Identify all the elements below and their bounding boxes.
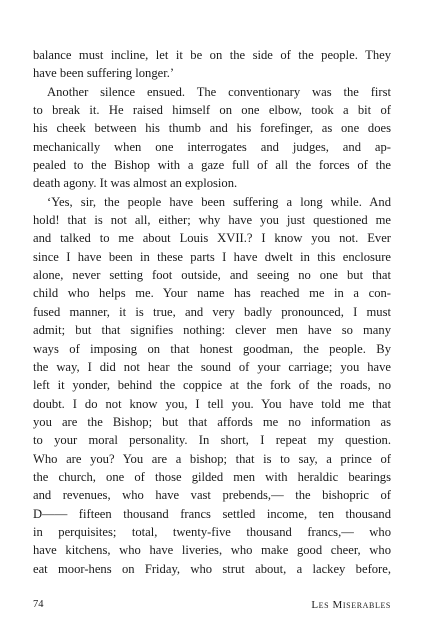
text-line: Another silence ensued. The conventionary was the first xyxy=(47,84,391,99)
text-line: the church, one of those gilded men with heraldic bearings xyxy=(33,469,391,484)
text-line: eat moor-hens on Friday, who strut about, a lackey before, xyxy=(33,561,391,576)
text-line: ways of imposing on that honest goodman, the people. By xyxy=(33,341,391,356)
text-line: have been suffering longer.’ xyxy=(33,66,175,81)
text-line: balance must incline, let it be on the side of the people. They xyxy=(33,48,391,62)
text-line: left it yonder, behind the coppice at the fork of the roads, no xyxy=(33,378,391,393)
text-line: fused manner, it is true, and very badly pronounced, I must xyxy=(33,304,391,319)
text-line: his cheek between his thumb and his forefinger, as one does xyxy=(33,121,391,136)
text-line: hold! that is not all, either; why have you just questioned me xyxy=(33,213,391,228)
text-line: in perquisites; total, twenty-five thousand francs,— who xyxy=(33,524,391,539)
text-line: and talked to me about Louis XVII.? I know you not. Ever xyxy=(33,231,391,246)
text-line: death agony. It was almost an explosion. xyxy=(33,176,238,191)
text-line: Who are you? You are a bishop; that is to say, a prince of xyxy=(33,451,391,466)
text-line: D—— fifteen thousand francs settled income, ten thousand xyxy=(33,506,391,521)
text-line: alone, never setting foot outside, and seeing no one but that xyxy=(33,268,391,283)
text-line: to your moral personality. In short, I repeat my question. xyxy=(33,433,391,448)
text-line: since I have been in these parts I have dwelt in this enclosure xyxy=(33,249,391,264)
text-line: doubt. I do not know you, I tell you. You have told me that xyxy=(33,396,391,411)
text-line: mechanically when one interrogates and judges, and ap- xyxy=(33,139,391,154)
page-number: 74 xyxy=(33,599,44,610)
page-footer xyxy=(33,597,391,613)
text-line: and revenues, who have vast prebends,— the bishopric of xyxy=(33,488,391,503)
text-line: pealed to the Bishop with a gaze full of all the forces of the xyxy=(33,158,391,173)
text-line: to break it. He raised himself on one elbow, took a bit of xyxy=(33,103,391,118)
text-line: admit; but that signifies nothing: clever men have so many xyxy=(33,323,391,338)
text-line: child who helps me. Your name has reached me in a con- xyxy=(33,286,391,301)
text-line: the way, I did not hear the sound of your carriage; you have xyxy=(33,359,391,374)
text-line: have kitchens, who have liveries, who make good cheer, who xyxy=(33,543,391,558)
page-body xyxy=(33,46,391,578)
running-title: Les Miserables xyxy=(311,599,391,611)
text-line: ‘Yes, sir, the people have been suffering a long while. And xyxy=(47,194,391,209)
text-line: you are the Bishop; but that affords me no information as xyxy=(33,414,391,429)
